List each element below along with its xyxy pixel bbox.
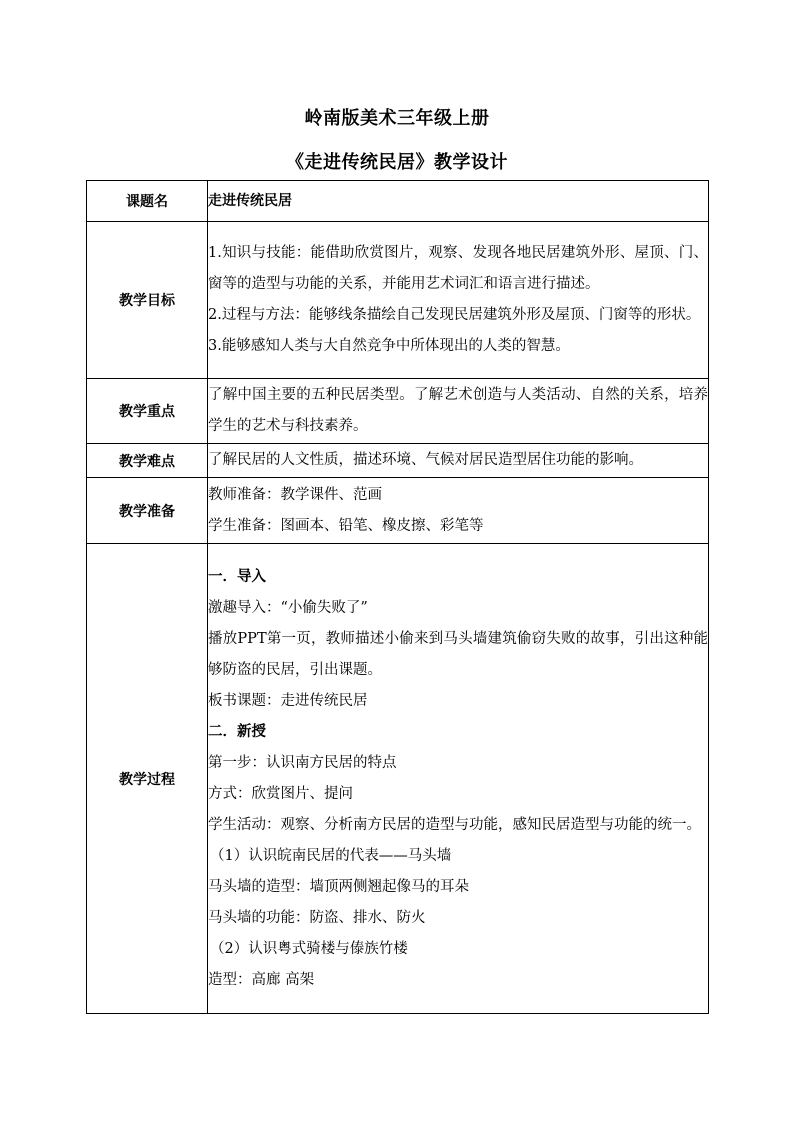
topic-value: 走进传统民居 [208, 181, 709, 222]
table-row-topic [87, 181, 709, 222]
table-row-difficulties [87, 444, 709, 478]
lesson-plan-table [86, 180, 709, 1014]
table-row-key-points [87, 379, 709, 444]
row-label-preparation: 教学准备 [87, 478, 208, 544]
process-line: （1）认识皖南民居的代表——马头墙 [210, 847, 452, 864]
difficulties-text: 了解民居的人文性质，描述环境、气候对居民造型居住功能的影响。 [208, 444, 709, 478]
process-line: 造型：高廊 高架 [208, 971, 315, 988]
section-heading: 二．新授 [208, 723, 266, 740]
row-label-process: 教学过程 [87, 544, 208, 1014]
process-line: （2）认识粤式骑楼与傣族竹楼 [210, 940, 408, 957]
process-line: 第一步：认识南方民居的特点 [208, 754, 397, 771]
process-line: 板书课题：走进传统民居 [208, 692, 368, 709]
document-subtitle: 《走进传统民居》教学设计 [286, 152, 508, 173]
objective-item: 1.知识与技能：能借助欣赏图片，观察、发现各地民居建筑外形、屋顶、门、窗等的造型与功能的关系，并能用艺术词汇和语言进行描述。 [208, 245, 708, 292]
process-line: 方式：欣赏图片、提问 [208, 785, 353, 802]
row-label-objectives: 教学目标 [87, 222, 208, 379]
section-heading: 一．导入 [208, 568, 266, 585]
table-row-preparation [87, 478, 709, 544]
key-points-text: 了解中国主要的五种民居类型。了解艺术创造与人类活动、自然的关系，培养学生的艺术与科技素养。 [208, 379, 709, 444]
process-line: 马头墙的造型：墙顶两侧翘起像马的耳朵 [208, 878, 469, 895]
table-row-objectives [87, 222, 709, 379]
objective-item: 3.能够感知人类与大自然竞争中所体现出的人类的智慧。 [208, 338, 570, 354]
teacher-preparation: 教师准备：教学课件、范画 [208, 486, 382, 503]
objectives-content [208, 222, 709, 379]
preparation-content [208, 478, 709, 544]
student-preparation: 学生准备：图画本、铅笔、橡皮擦、彩笔等 [208, 517, 484, 534]
row-label-key-points: 教学重点 [87, 379, 208, 444]
process-line: 马头墙的功能：防盗、排水、防火 [208, 909, 426, 926]
table-row-process [87, 544, 709, 1014]
objective-item: 2.过程与方法：能够线条描绘自己发现民居建筑外形及屋顶、门窗等的形状。 [208, 307, 701, 323]
row-label-difficulties: 教学难点 [87, 444, 208, 478]
row-label-topic: 课题名 [87, 181, 208, 222]
process-content [208, 544, 709, 1014]
document-title: 岭南版美术三年级上册 [304, 108, 490, 129]
process-line: 学生活动：观察、分析南方民居的造型与功能，感知民居造型与功能的统一。 [208, 816, 701, 833]
process-line: 激趣导入：“小偷失败了” [208, 599, 368, 616]
process-line: 播放PPT第一页，教师描述小偷来到马头墙建筑偷窃失败的故事，引出这种能够防盗的民居，引出课题。 [208, 630, 708, 678]
